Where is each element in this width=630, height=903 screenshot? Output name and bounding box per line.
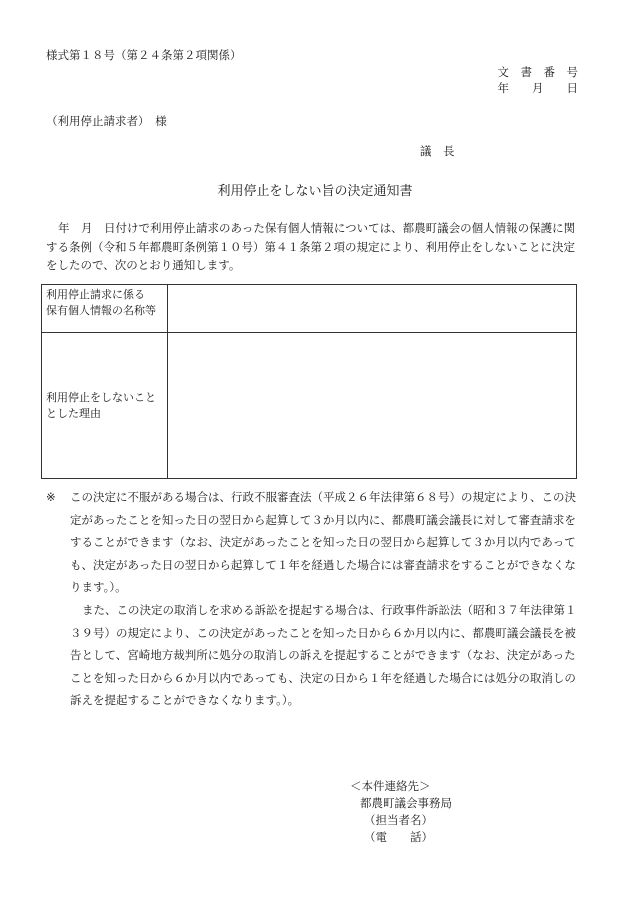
- form-number: 様式第１８号（第２４条第２項関係）: [46, 48, 242, 62]
- info-table: [41, 284, 577, 479]
- table-row-info-name: [42, 285, 577, 333]
- reason-value-cell: [168, 333, 577, 479]
- contact-heading: ＜本件連絡先＞: [350, 779, 431, 793]
- body-text: [46, 219, 580, 275]
- contact-person: （担当者名）: [364, 813, 433, 827]
- info-name-label-line1: 利用停止請求に係る: [46, 288, 145, 301]
- date-label: 年 月 日: [497, 81, 578, 95]
- reason-label: 利用停止をしないこととした理由: [46, 390, 156, 420]
- contact-phone: （電 話）: [364, 830, 433, 844]
- body-content: 年 月 日付けで利用停止請求のあった保有個人情報については、都農町議会の個人情報の保護に関する条例（令和５年都農町条例第１０号）第４１条第２項の規定により、利用停止をしないことに決定をしたので、次のとおり通知します。: [46, 221, 576, 272]
- notice-paragraph-1: [46, 486, 580, 599]
- reason-label-cell: [42, 333, 168, 479]
- info-name-value-cell: [168, 285, 577, 333]
- issuer: 議 長: [420, 144, 455, 158]
- document-number-label: 文 書 番 号: [497, 65, 578, 79]
- document-title: 利用停止をしない旨の決定通知書: [217, 184, 413, 199]
- notice-mark: ※: [46, 490, 56, 504]
- addressee: （利用停止請求者） 様: [46, 114, 167, 128]
- notice-paragraph-2: また、この決定の取消しを求める訴訟を提起する場合は、行政事件訴訟法（昭和３７年法律第１３９号）の規定により、この決定があったことを知った日から６か月以内に、都農町議会議長を被告として、宮崎地方裁判所に処分の取消しの訴えを提起することができます（なお、決定があったことを知った日から６か月以内であっても、決定の日から１年を経過した場合には処分の取消しの訴えを提起することができなくなります。）。: [70, 602, 577, 708]
- info-name-label-cell: [42, 285, 168, 333]
- notice-paragraph-1-text: この決定に不服がある場合は、行政不服審査法（平成２６年法律第６８号）の規定により、この決定があったことを知った日の翌日から起算して３か月以内に、都農町議会議長に対して審査請求をすることができます（なお、決定があったことを知った日の翌日から起算して３か月以内であっても、決定があった日の翌日から起算して１年を経過した場合には審査請求をすることができなくなります。）。: [70, 490, 576, 595]
- table-row-reason: [42, 333, 577, 479]
- contact-office: 都農町議会事務局: [360, 796, 452, 810]
- document-meta: [498, 64, 579, 96]
- contact-block: [350, 778, 452, 846]
- notice: [46, 486, 580, 712]
- info-name-label-line2: 保有個人情報の名称等: [46, 304, 156, 317]
